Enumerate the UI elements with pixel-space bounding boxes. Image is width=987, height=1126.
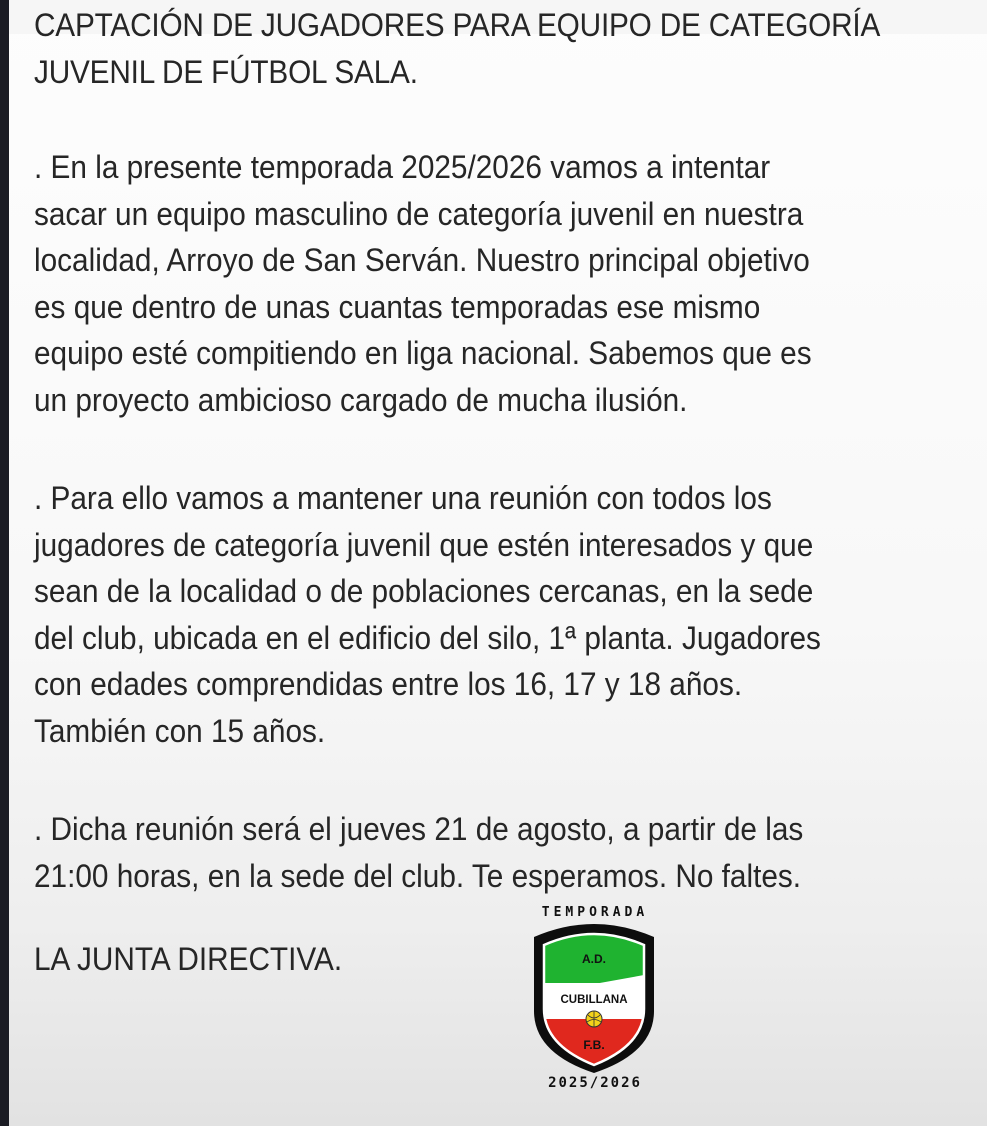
text-line: con edades comprendidas entre los 16, 17 y 18 años. [34,666,743,702]
heading-line: JUVENIL DE FÚTBOL SALA. [34,54,418,90]
paragraph-date [34,806,973,899]
text-line: sacar un equipo masculino de categoría juvenil en nuestra [34,195,804,232]
paragraph-intro [34,144,973,423]
paragraph-meeting [34,475,973,754]
crest-text-ad: A.D. [582,952,606,966]
text-line: equipo esté compitiendo en liga nacional. Sabemos que es [34,335,812,371]
text-line: localidad, Arroyo de San Serván. Nuestro principal objetivo [34,242,810,278]
crest-text-cubillana: CUBILLANA [560,994,628,1006]
text-line: del club, ubicada en el edificio del silo, 1ª planta. Jugadores [34,619,821,656]
text-line: sean de la localidad o de poblaciones cercanas, en la sede [34,573,814,609]
text-line: También con 15 años. [34,712,326,749]
text-line: un proyecto ambicioso cargado de mucha ilusión. [34,381,688,418]
text-line: jugadores de categoría juvenil que estén interesados y que [34,526,814,563]
left-edge-strip [0,0,9,1126]
text-line: es que dentro de unas cuantas temporadas ese mismo [34,288,761,325]
club-logo [520,905,670,1095]
heading-line: CAPTACIÓN DE JUGADORES PARA EQUIPO DE CATEGORÍA [34,7,881,43]
signature: LA JUNTA DIRECTIVA. [34,941,343,977]
document-heading [34,2,973,96]
text-line: . Para ello vamos a mantener una reunión con todos los [34,480,772,516]
club-crest [528,923,660,1073]
text-line: . Dicha reunión será el jueves 21 de agosto, a partir de las [34,811,804,847]
text-line: 21:00 horas, en la sede del club. Te esperamos. No faltes. [34,857,802,894]
logo-season-years: 2025/2026 [548,1075,642,1091]
text-line: . En la presente temporada 2025/2026 vamos a intentar [34,149,771,185]
crest-text-fb: F.B. [583,1038,605,1052]
football-icon [586,1011,602,1027]
document-body [34,0,974,899]
logo-season-label: TEMPORADA [541,905,649,920]
